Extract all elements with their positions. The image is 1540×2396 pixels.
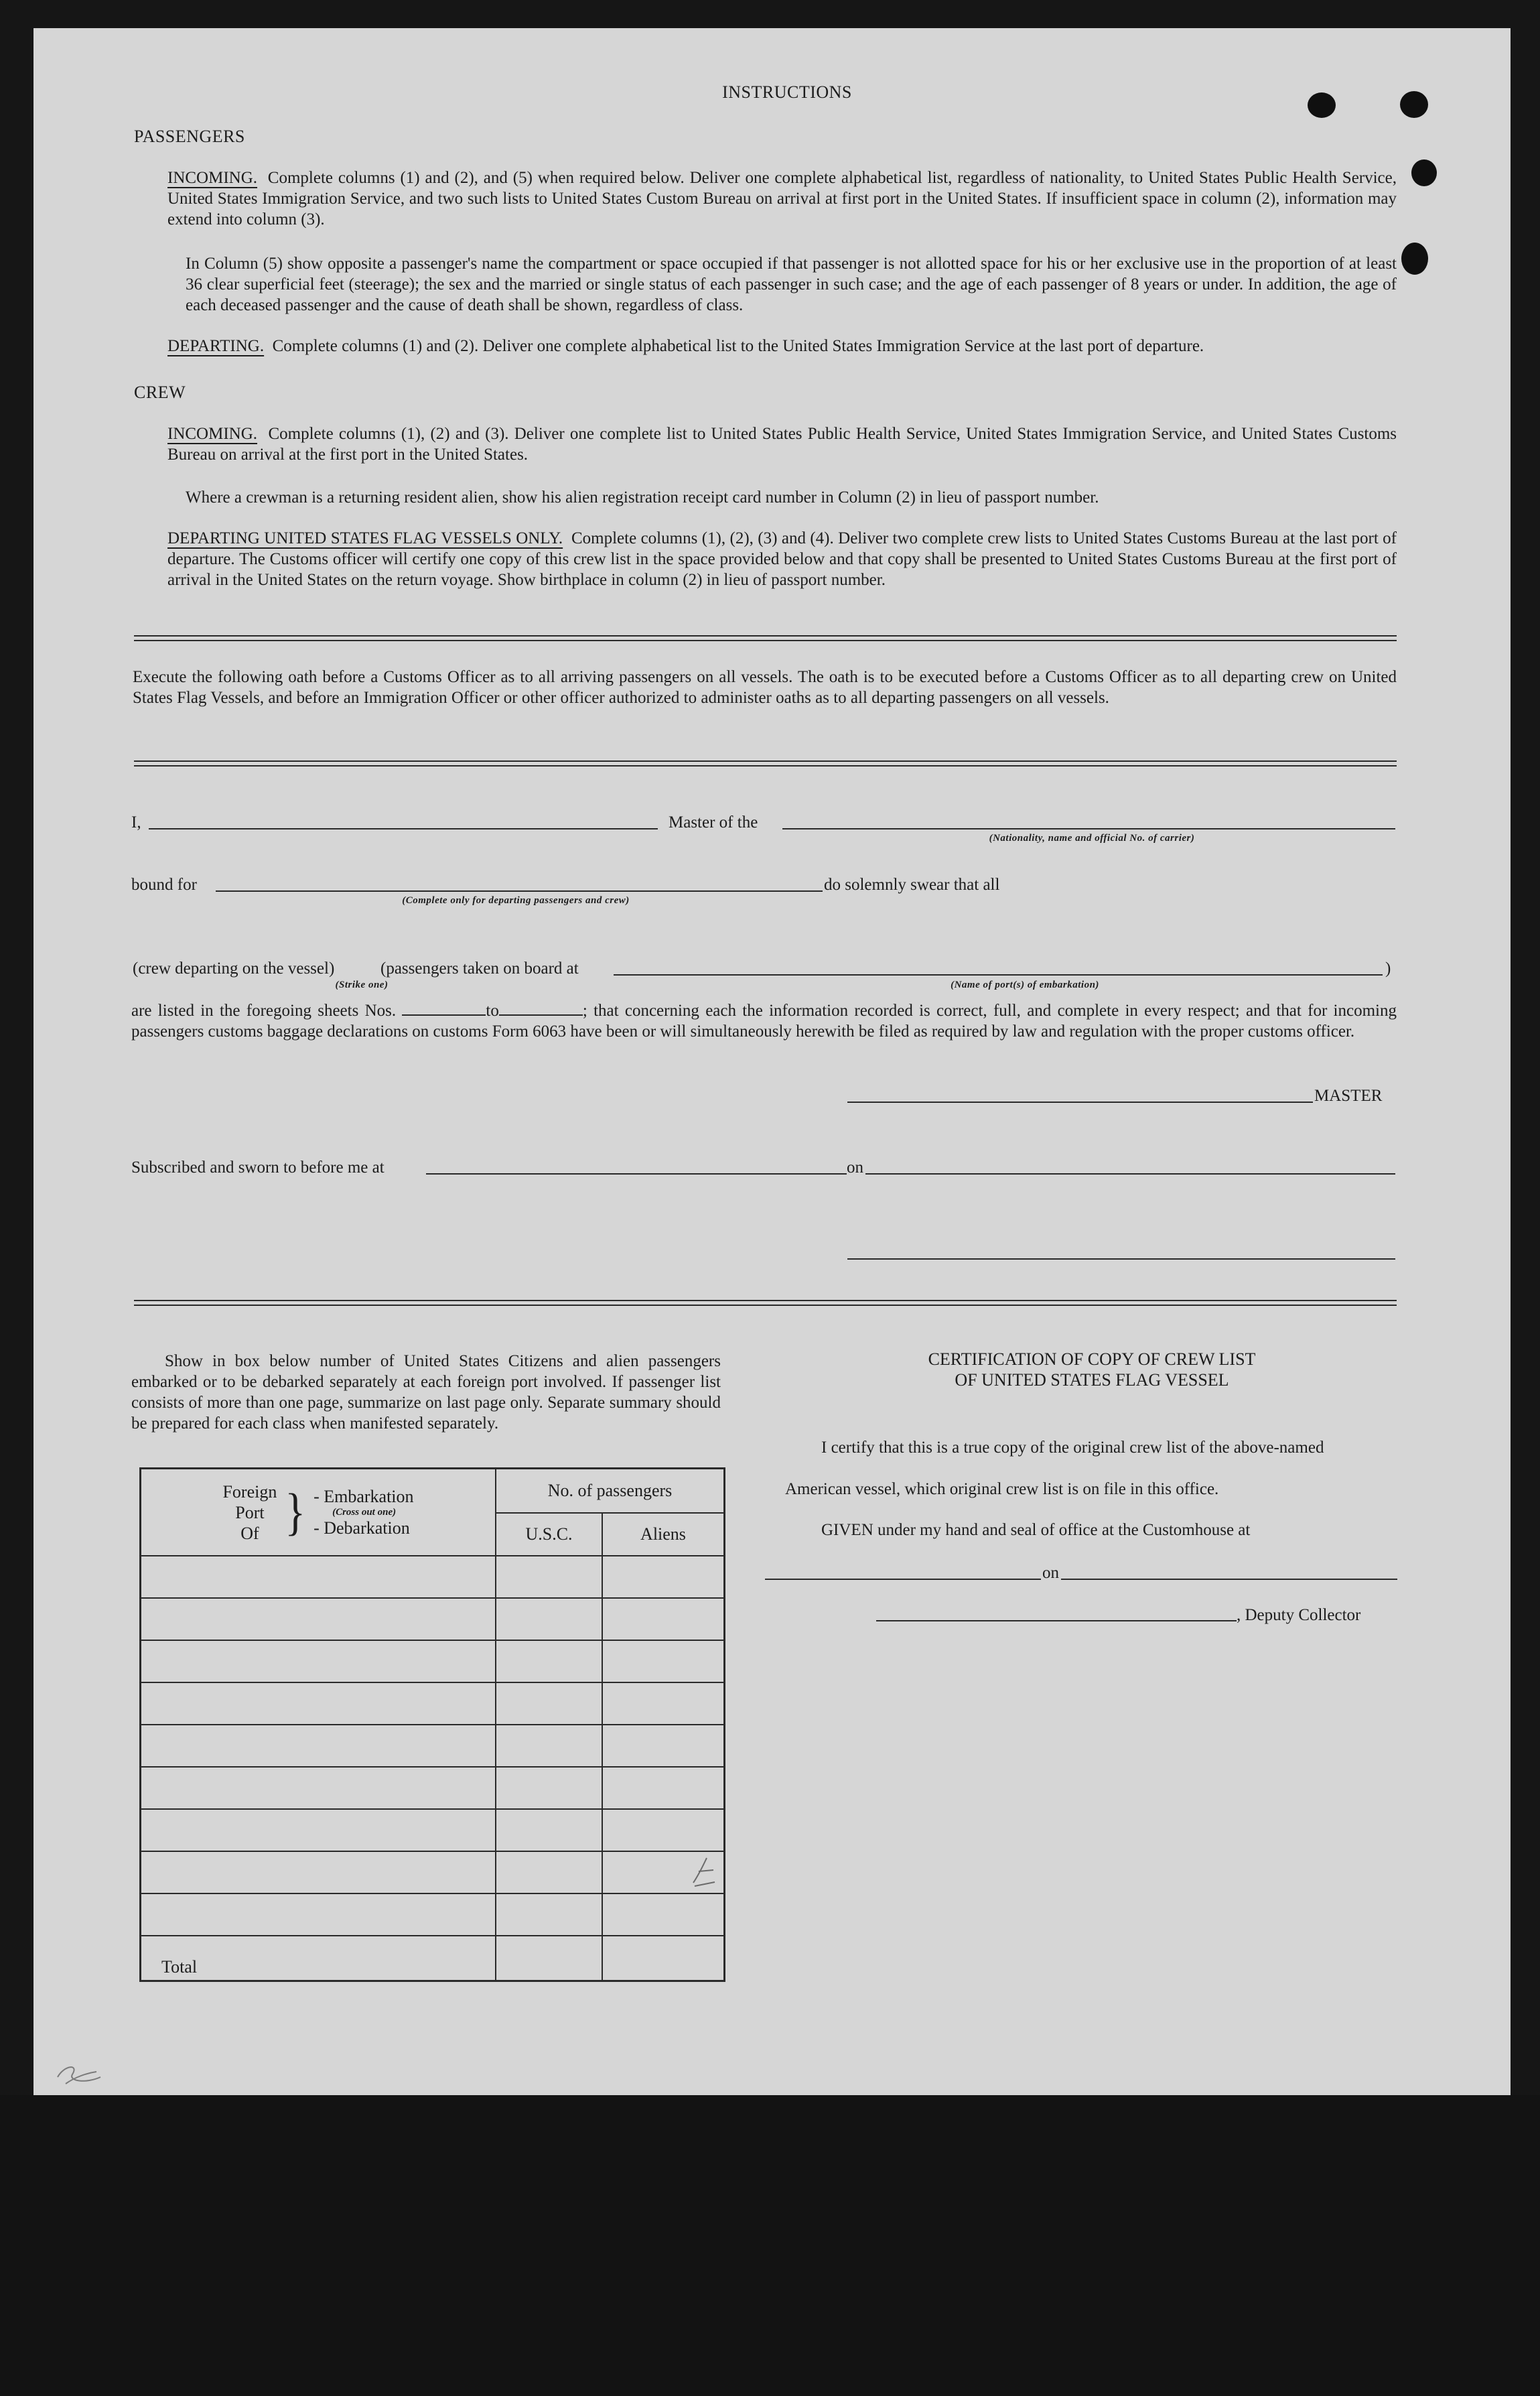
- passengers-taken-option: (passengers taken on board at: [380, 959, 579, 978]
- strike-one-caption: (Strike one): [335, 980, 389, 990]
- subscribed-label: Subscribed and sworn to before me at: [131, 1158, 384, 1177]
- passengers-heading: PASSENGERS: [134, 127, 245, 146]
- usc-cell[interactable]: [496, 1598, 602, 1640]
- no-of-passengers-header: No. of passengers: [496, 1469, 725, 1514]
- instructions-title: INSTRUCTIONS: [722, 82, 852, 102]
- punch-hole: [1308, 92, 1336, 118]
- close-paren: ): [1385, 959, 1391, 978]
- master-of-the-label: Master of the: [669, 813, 758, 831]
- certification-date-field[interactable]: [1061, 1579, 1397, 1580]
- table-row: [141, 1556, 725, 1598]
- embarkation-ports-field[interactable]: [614, 974, 1383, 976]
- table-row: [141, 1893, 725, 1936]
- listed-rest: ; that concerning each the information recorded is correct, full, and complete in every respect; and that for incoming passengers customs baggage declarations on customs Form 6063 have been or will simultaneously herewith be filed as required by law and regulation with the proper customs officer.: [131, 1002, 1397, 1041]
- aliens-cell[interactable]: [602, 1809, 725, 1851]
- table-row: [141, 1598, 725, 1640]
- aliens-cell[interactable]: [602, 1893, 725, 1936]
- crew-departing-text: Complete columns (1), (2), (3) and (4). Deliver two complete crew lists to United States Customs Bureau at the last port of departure. The Customs officer will certify one copy of this crew list in the space provided below and that copy shall be presented to United States Customs Bureau at the first port of arrival in the United States on the return voyage. Show birthplace in column (2) in lieu of passport number.: [167, 529, 1397, 589]
- scan-background: [0, 2095, 1540, 2396]
- certification-title-line1: CERTIFICATION OF COPY OF CREW LIST: [928, 1349, 1256, 1369]
- total-label: Total: [141, 1936, 496, 1981]
- section-divider: [134, 1300, 1397, 1306]
- aliens-cell[interactable]: [602, 1725, 725, 1767]
- crew-incoming-paragraph: [167, 423, 1397, 465]
- aliens-cell[interactable]: [602, 1598, 725, 1640]
- foreign-port-of-label: [222, 1481, 277, 1544]
- table-row: [141, 1851, 725, 1893]
- listed-prefix: are listed in the foregoing sheets Nos.: [131, 1002, 397, 1020]
- crew-departing-option: (crew departing on the vessel): [133, 959, 335, 978]
- carrier-field[interactable]: [782, 828, 1395, 829]
- usc-cell[interactable]: [496, 1851, 602, 1893]
- crew-alien-paragraph: Where a crewman is a returning resident alien, show his alien registration receipt card number in Column (2) in lieu of passport number.: [186, 488, 1099, 507]
- passengers-departing-paragraph: [167, 336, 1400, 356]
- passengers-incoming-text: Complete columns (1) and (2), and (5) when required below. Deliver one complete alphabetical list, regardless of nationality, to United States Public Health Service, United States Immigration Service, and two such lists to United States Custom Bureau on arrival at first port in the United States. If insufficient space in column (2), information may extend into column (3).: [167, 169, 1397, 228]
- oath-intro: Execute the following oath before a Customs Officer as to all arriving passengers on all vessels. The oath is to be executed before a Customs Officer as to all departing crew on United States Flag Vessels, and before an Immigration Officer or other officer authorized to administer oaths as to all departing passengers on all vessels.: [133, 668, 1397, 707]
- table-row: [141, 1682, 725, 1725]
- summary-intro: Show in box below number of United States Citizens and alien passengers embarked or to be debarked separately at each foreign port involved. If passenger list consists of more than one page, summarize on last page only. Separate summary should be prepared for each class when manifested separately.: [131, 1352, 721, 1433]
- sworn-on-label: on: [847, 1158, 863, 1177]
- passenger-summary-table: [139, 1467, 725, 1982]
- passengers-departing-text: Complete columns (1) and (2). Deliver one complete alphabetical list to the United States Immigration Service at the last port of departure.: [272, 337, 1204, 355]
- deputy-collector-label: , Deputy Collector: [1237, 1606, 1361, 1624]
- section-divider: [134, 635, 1397, 641]
- brace-icon: }: [285, 1483, 306, 1540]
- crew-incoming-text: Complete columns (1), (2) and (3). Deliver one complete list to United States Public Health Service, United States Immigration Service, and United States Customs Bureau on arrival at the first port in the United States.: [167, 425, 1397, 464]
- sworn-date-field[interactable]: [865, 1173, 1395, 1175]
- certification-on-label: on: [1042, 1564, 1059, 1582]
- crew-departing-paragraph: [167, 528, 1397, 590]
- do-solemnly-text: do solemnly swear that all: [824, 876, 1000, 894]
- deputy-signature-field[interactable]: [876, 1620, 1237, 1621]
- oath-i-label: I,: [131, 813, 141, 831]
- officer-signature-field[interactable]: [847, 1258, 1395, 1260]
- port-word: Port: [235, 1502, 265, 1522]
- passengers-incoming-paragraph: [167, 168, 1397, 230]
- master-name-field[interactable]: [149, 828, 658, 829]
- usc-cell[interactable]: [496, 1809, 602, 1851]
- name-of-ports-caption: (Name of port(s) of embarkation): [951, 980, 1099, 990]
- aliens-total-cell[interactable]: [602, 1936, 725, 1981]
- port-cell[interactable]: [141, 1640, 496, 1682]
- punch-hole: [1411, 159, 1437, 186]
- passengers-incoming-label: INCOMING.: [167, 169, 258, 187]
- certification-line3: GIVEN under my hand and seal of office at the Customhouse at: [821, 1521, 1251, 1539]
- usc-cell[interactable]: [496, 1725, 602, 1767]
- crew-incoming-label: INCOMING.: [167, 425, 258, 443]
- customhouse-field[interactable]: [765, 1579, 1041, 1580]
- foreign-word: Foreign: [222, 1481, 277, 1502]
- sheet-from-field[interactable]: [402, 1002, 486, 1016]
- section-divider: [134, 760, 1397, 767]
- pencil-mark-icon: [687, 1853, 720, 1893]
- embarkation-option: - Embarkation: [313, 1487, 414, 1506]
- port-cell[interactable]: [141, 1725, 496, 1767]
- punch-hole: [1401, 243, 1428, 275]
- usc-header: U.S.C.: [496, 1513, 602, 1556]
- to-label: to: [486, 1002, 499, 1020]
- column5-paragraph: In Column (5) show opposite a passenger's name the compartment or space occupied if that passenger is not allotted space for his or her exclusive use in the proportion of at least 36 clear superficial feet (steerage); the sex and the married or single status of each passenger in such case; and the age of each passenger of 8 years or under. In addition, the age of each deceased passenger and the cause of death shall be shown, regardless of class.: [186, 255, 1397, 314]
- listed-sheets-paragraph: [131, 1000, 1397, 1042]
- usc-total-cell[interactable]: [496, 1936, 602, 1981]
- master-label: MASTER: [1314, 1087, 1383, 1105]
- port-cell[interactable]: [141, 1556, 496, 1598]
- passengers-departing-label: DEPARTING.: [167, 337, 265, 355]
- aliens-header: Aliens: [602, 1513, 725, 1556]
- port-cell[interactable]: [141, 1893, 496, 1936]
- port-cell[interactable]: [141, 1851, 496, 1893]
- table-row: [141, 1767, 725, 1809]
- master-signature-field[interactable]: [847, 1102, 1313, 1103]
- margin-mark-icon: [52, 2057, 106, 2090]
- of-word: Of: [240, 1523, 259, 1543]
- certification-line2: American vessel, which original crew list is on file in this office.: [785, 1480, 1219, 1498]
- table-row: [141, 1640, 725, 1682]
- sheet-to-field[interactable]: [499, 1002, 583, 1016]
- table-row: [141, 1936, 725, 1981]
- port-cell[interactable]: [141, 1598, 496, 1640]
- cross-out-caption: (Cross out one): [332, 1507, 397, 1518]
- foreign-port-header: [141, 1469, 496, 1556]
- aliens-cell[interactable]: [602, 1767, 725, 1809]
- bound-for-field[interactable]: [216, 890, 823, 892]
- usc-cell[interactable]: [496, 1640, 602, 1682]
- aliens-cell[interactable]: [602, 1556, 725, 1598]
- usc-cell[interactable]: [496, 1893, 602, 1936]
- sworn-place-field[interactable]: [426, 1173, 847, 1175]
- usc-cell[interactable]: [496, 1682, 602, 1725]
- table-row: [141, 1809, 725, 1851]
- certification-line1: I certify that this is a true copy of the original crew list of the above-named: [821, 1439, 1324, 1457]
- bound-for-label: bound for: [131, 876, 197, 894]
- table-row: [141, 1725, 725, 1767]
- nationality-caption: (Nationality, name and official No. of carrier): [989, 833, 1195, 844]
- complete-only-caption: (Complete only for departing passengers and crew): [402, 895, 630, 906]
- crew-heading: CREW: [134, 383, 186, 402]
- port-cell[interactable]: [141, 1682, 496, 1725]
- debarkation-option: - Debarkation: [313, 1518, 410, 1538]
- certification-title-line2: OF UNITED STATES FLAG VESSEL: [955, 1370, 1229, 1390]
- crew-departing-label: DEPARTING UNITED STATES FLAG VESSELS ONLY.: [167, 529, 563, 547]
- aliens-cell[interactable]: [602, 1640, 725, 1682]
- aliens-cell[interactable]: [602, 1682, 725, 1725]
- punch-hole: [1400, 91, 1428, 118]
- usc-cell[interactable]: [496, 1556, 602, 1598]
- port-cell[interactable]: [141, 1809, 496, 1851]
- usc-cell[interactable]: [496, 1767, 602, 1809]
- port-cell[interactable]: [141, 1767, 496, 1809]
